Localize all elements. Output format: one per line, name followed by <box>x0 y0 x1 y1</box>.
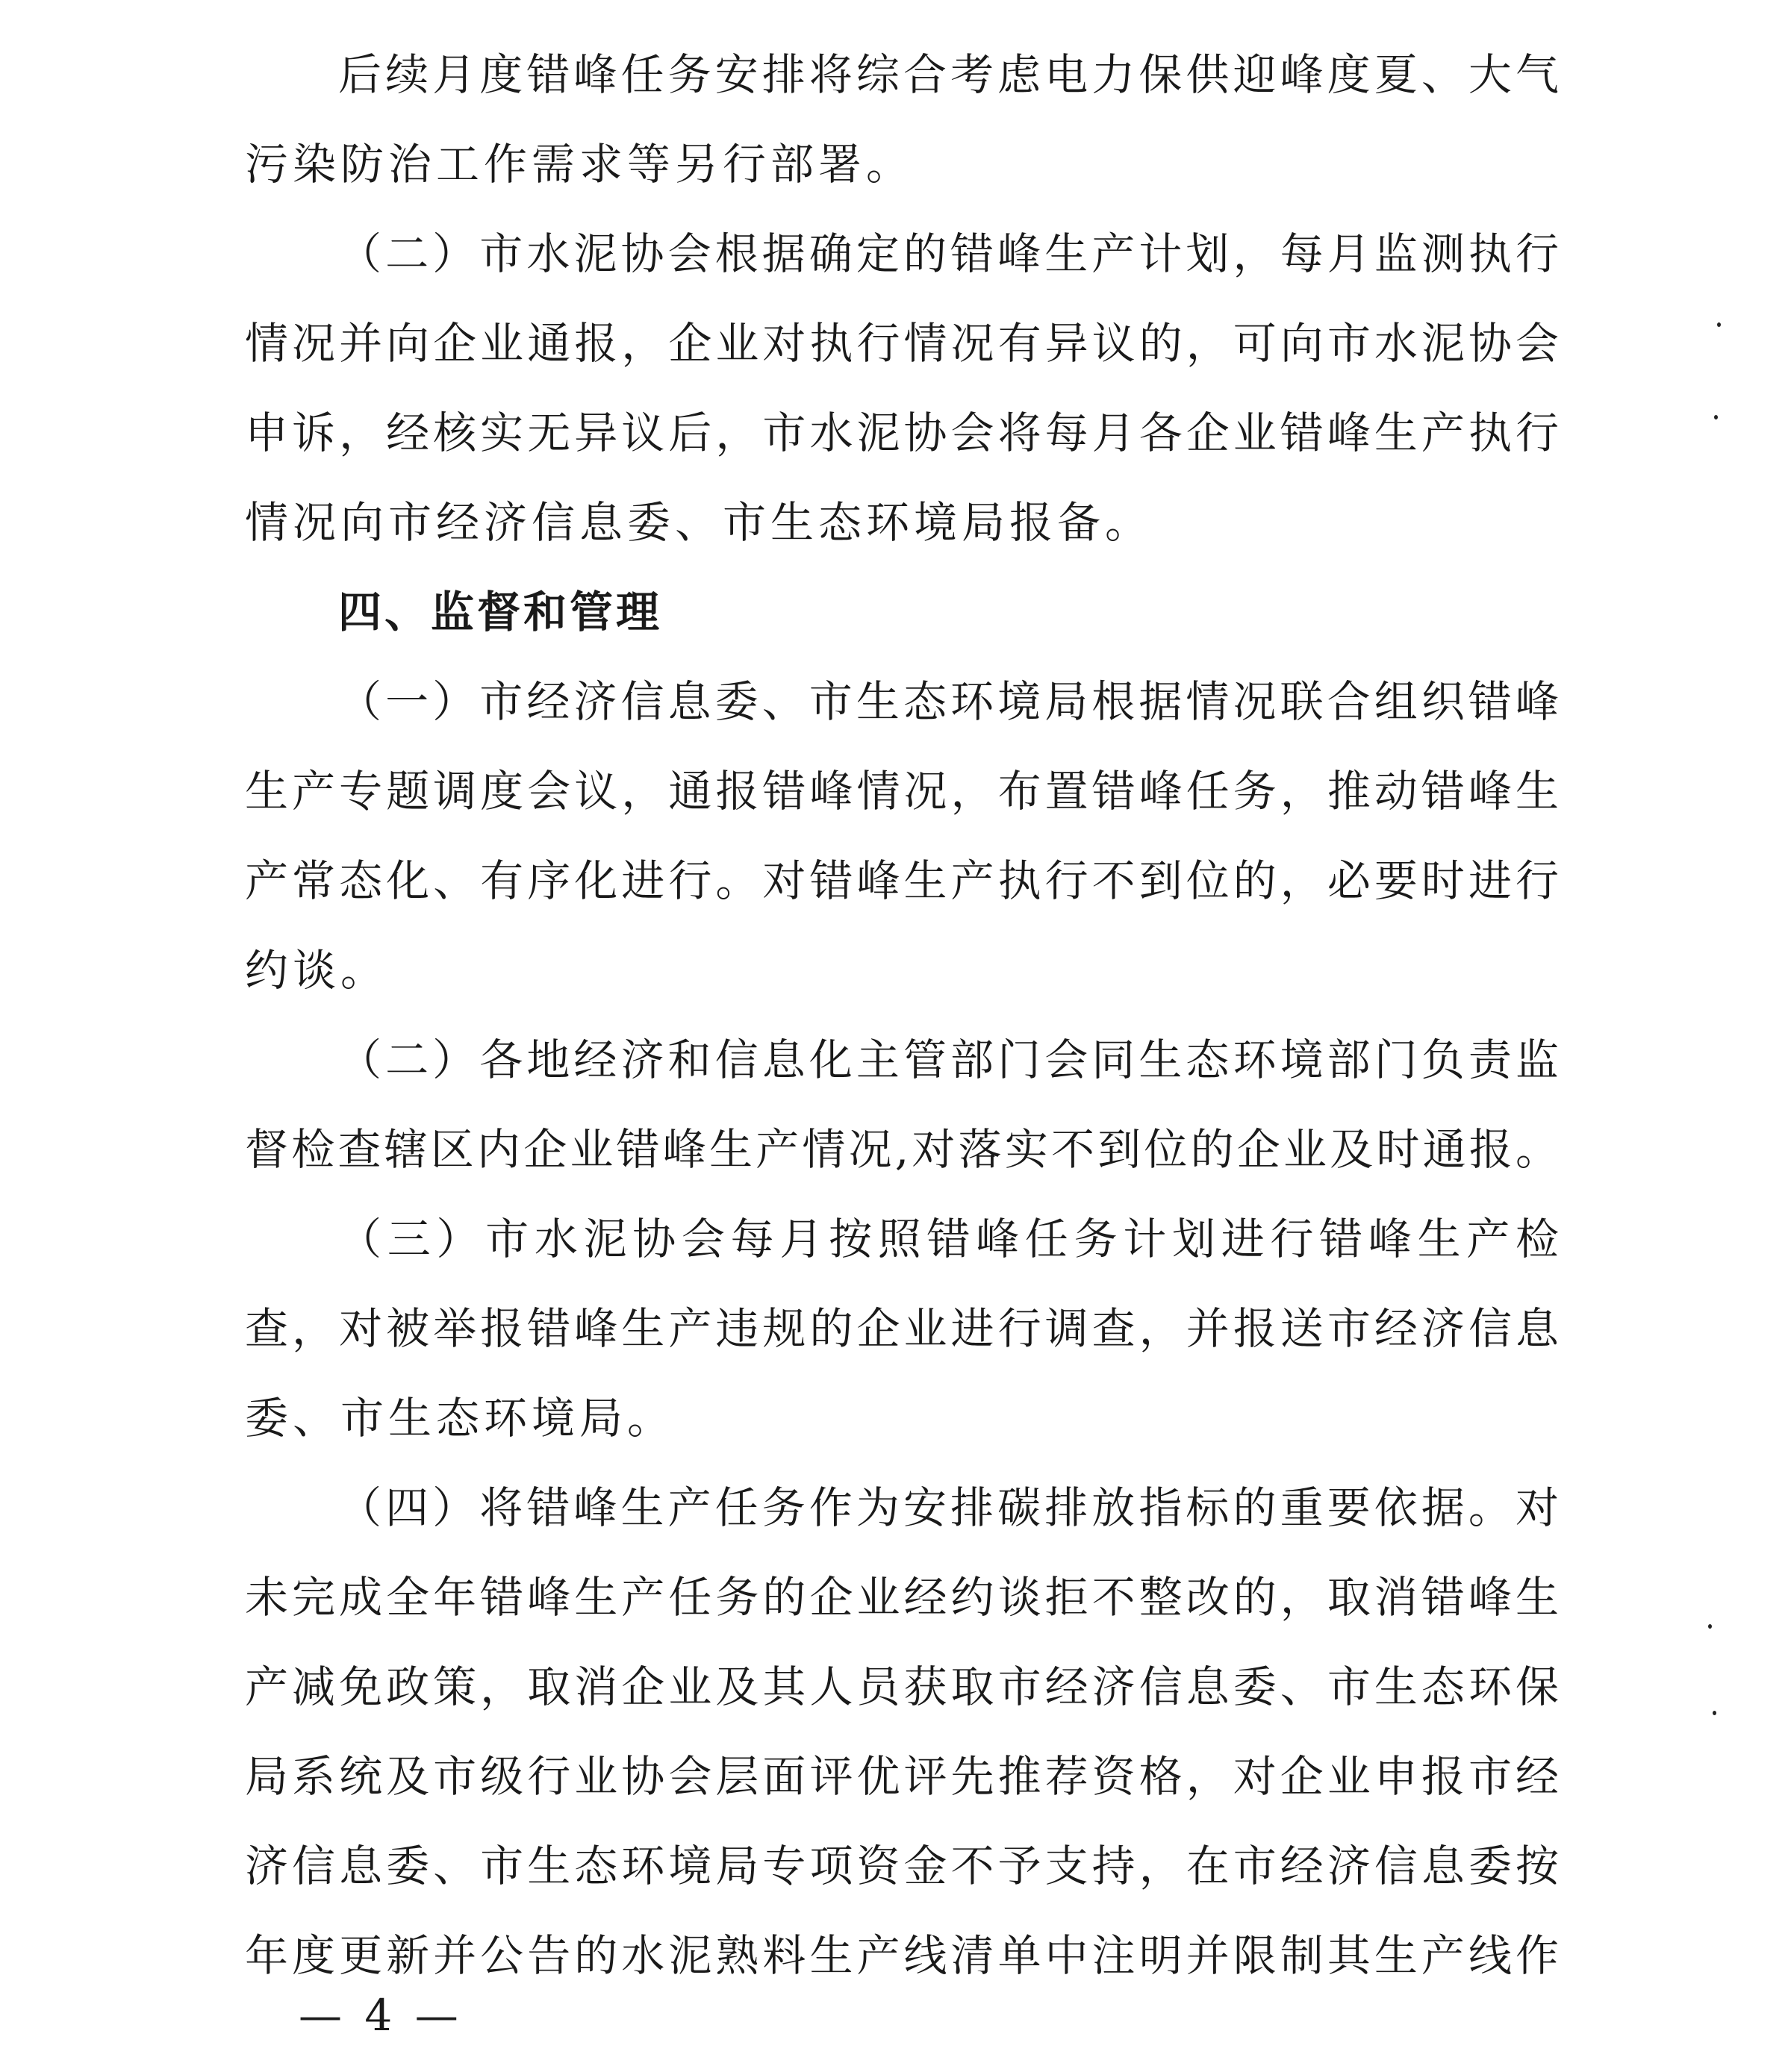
text-line: 情况并向企业通报，企业对执行情况有异议的，可向市水泥协会 <box>245 318 1559 369</box>
scan-speck <box>1717 322 1721 327</box>
text-line: （一）市经济信息委、市生态环境局根据情况联合组织错峰 <box>338 676 1559 727</box>
text-line: 查，对被举报错峰生产违规的企业进行调查，并报送市经济信息 <box>245 1303 1559 1354</box>
text-line: 申诉，经核实无异议后，市水泥协会将每月各企业错峰生产执行 <box>245 408 1559 458</box>
text-line: 污染防治工作需求等另行部署。 <box>245 139 915 190</box>
text-line: （二）市水泥协会根据确定的错峰生产计划，每月监测执行 <box>338 228 1559 279</box>
scan-speck <box>1708 1624 1712 1629</box>
text-line: 委、市生态环境局。 <box>245 1393 676 1444</box>
text-line: 未完成全年错峰生产任务的企业经约谈拒不整改的，取消错峰生 <box>245 1572 1559 1623</box>
section-heading: 四、监督和管理 <box>338 587 663 637</box>
text-line: 济信息委、市生态环境局专项资金不予支持，在市经济信息委按 <box>245 1841 1559 1891</box>
text-line: 情况向市经济信息委、市生态环境局报备。 <box>245 497 1153 548</box>
text-line: 产常态化、有序化进行。对错峰生产执行不到位的，必要时进行 <box>245 855 1559 906</box>
text-line: 年度更新并公告的水泥熟料生产线清单中注明并限制其生产线作 <box>245 1930 1559 1981</box>
scan-speck <box>1713 1711 1716 1715</box>
text-line: （二）各地经济和信息化主管部门会同生态环境部门负责监 <box>338 1035 1559 1085</box>
text-line: （四）将错峰生产任务作为安排碳排放指标的重要依据。对 <box>338 1482 1559 1533</box>
text-line: 生产专题调度会议，通报错峰情况，布置错峰任务，推动错峰生 <box>245 766 1559 817</box>
text-line: 局系统及市级行业协会层面评优评先推荐资格，对企业申报市经 <box>245 1751 1559 1802</box>
page-number: — 4 — <box>299 1990 463 2041</box>
text-line: （三）市水泥协会每月按照错峰任务计划进行错峰生产检 <box>338 1214 1559 1264</box>
text-line: 督检查辖区内企业错峰生产情况,对落实不到位的企业及时通报。 <box>245 1124 1559 1175</box>
text-line: 约谈。 <box>245 945 389 996</box>
text-line: 后续月度错峰任务安排将综合考虑电力保供迎峰度夏、大气 <box>338 49 1559 100</box>
text-line: 产减免政策，取消企业及其人员获取市经济信息委、市生态环保 <box>245 1661 1559 1712</box>
scan-speck <box>1714 415 1718 419</box>
